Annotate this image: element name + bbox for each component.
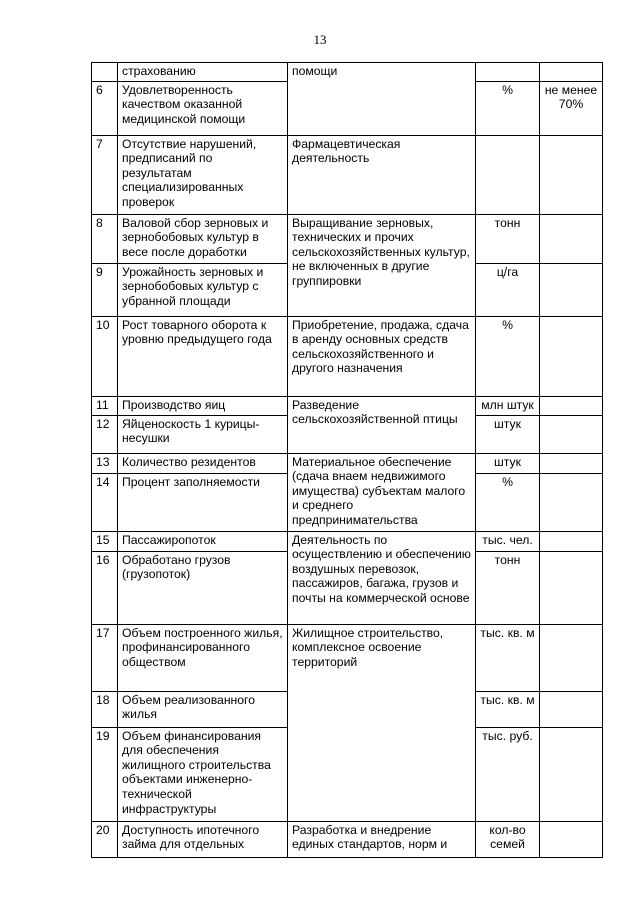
indicator-cell: Яйценоскость 1 курицы-несушки	[118, 415, 288, 453]
indicator-cell: Доступность ипотечного займа для отдельных	[118, 821, 288, 857]
target-cell	[540, 214, 603, 263]
target-cell	[540, 473, 603, 531]
unit-cell: штук	[476, 415, 540, 453]
indicator-cell: Количество резидентов	[118, 453, 288, 473]
indicator-cell: Объем реализованного жилья	[118, 691, 288, 727]
unit-cell: тыс. руб.	[476, 727, 540, 821]
row-number: 6	[92, 81, 118, 135]
row-number: 11	[92, 396, 118, 415]
table-row	[92, 453, 603, 473]
target-cell	[540, 415, 603, 453]
indicator-cell: Процент заполняемости	[118, 473, 288, 531]
unit-cell: тыс. кв. м	[476, 691, 540, 727]
unit-cell	[476, 63, 540, 82]
target-cell	[540, 135, 603, 214]
activity-cell: Приобретение, продажа, сдача в аренду основных средств сельскохозяйственного и другого назначения	[288, 316, 476, 396]
row-number: 17	[92, 624, 118, 691]
row-number: 10	[92, 316, 118, 396]
target-cell	[540, 396, 603, 415]
indicator-cell: Валовой сбор зерновых и зернобобовых культур в весе после доработки	[118, 214, 288, 263]
unit-cell: %	[476, 316, 540, 396]
target-cell	[540, 453, 603, 473]
row-number: 7	[92, 135, 118, 214]
unit-cell: тонн	[476, 214, 540, 263]
row-number: 18	[92, 691, 118, 727]
unit-cell: млн штук	[476, 396, 540, 415]
table-row	[92, 214, 603, 263]
target-cell	[540, 624, 603, 691]
table-row	[92, 316, 603, 396]
row-number: 19	[92, 727, 118, 821]
target-cell	[540, 63, 603, 82]
unit-cell	[476, 135, 540, 214]
table-row	[92, 396, 603, 415]
target-cell: не менее 70%	[540, 81, 603, 135]
target-cell	[540, 316, 603, 396]
activity-cell: Жилищное строительство, комплексное освоение территорий	[288, 624, 476, 821]
target-cell	[540, 531, 603, 551]
activity-cell: Деятельность по осуществлению и обеспечению воздушных перевозок, пассажиров, багажа, грузов и почты на коммерческой основе	[288, 531, 476, 624]
indicator-cell: Объем построенного жилья, профинансированного обществом	[118, 624, 288, 691]
table-row	[92, 624, 603, 691]
unit-cell: тыс. чел.	[476, 531, 540, 551]
indicator-cell: Производство яиц	[118, 396, 288, 415]
indicator-cell: страхованию	[118, 63, 288, 82]
unit-cell: тонн	[476, 551, 540, 624]
row-number	[92, 63, 118, 82]
unit-cell: ц/га	[476, 263, 540, 316]
activity-cell: Выращивание зерновых, технических и прочих сельскохозяйственных культур, не включенных в другие группировки	[288, 214, 476, 316]
activity-cell: Разведение сельскохозяйственной птицы	[288, 396, 476, 453]
unit-cell: %	[476, 81, 540, 135]
indicator-cell: Пассажиропоток	[118, 531, 288, 551]
target-cell	[540, 691, 603, 727]
unit-cell: кол-во семей	[476, 821, 540, 857]
row-number: 20	[92, 821, 118, 857]
indicator-cell: Отсутствие нарушений, предписаний по результатам специализированных проверок	[118, 135, 288, 214]
table-row	[92, 821, 603, 857]
indicator-cell: Удовлетворенность качеством оказанной медицинской помощи	[118, 81, 288, 135]
row-number: 16	[92, 551, 118, 624]
target-cell	[540, 727, 603, 821]
activity-cell: Разработка и внедрение единых стандартов, норм и	[288, 821, 476, 857]
unit-cell: тыс. кв. м	[476, 624, 540, 691]
row-number: 15	[92, 531, 118, 551]
activity-cell: Материальное обеспечение (сдача внаем недвижимого имущества) субъектам малого и среднего предпринимательства	[288, 453, 476, 531]
table-row	[92, 531, 603, 551]
indicator-cell: Обработано грузов (грузопоток)	[118, 551, 288, 624]
row-number: 14	[92, 473, 118, 531]
unit-cell: %	[476, 473, 540, 531]
row-number: 12	[92, 415, 118, 453]
row-number: 9	[92, 263, 118, 316]
indicator-cell: Объем финансирования для обеспечения жилищного строительства объектами инженерно-технической инфраструктуры	[118, 727, 288, 821]
target-cell	[540, 551, 603, 624]
target-cell	[540, 821, 603, 857]
indicators-table	[91, 62, 603, 858]
activity-cell: помощи	[288, 63, 476, 136]
unit-cell: штук	[476, 453, 540, 473]
activity-cell: Фармацевтическая деятельность	[288, 135, 476, 214]
page-number: 13	[313, 32, 327, 47]
table-row	[92, 135, 603, 214]
row-number: 13	[92, 453, 118, 473]
table-row	[92, 63, 603, 82]
row-number: 8	[92, 214, 118, 263]
indicator-cell: Рост товарного оборота к уровню предыдущего года	[118, 316, 288, 396]
target-cell	[540, 263, 603, 316]
indicator-cell: Урожайность зерновых и зернобобовых культур с убранной площади	[118, 263, 288, 316]
